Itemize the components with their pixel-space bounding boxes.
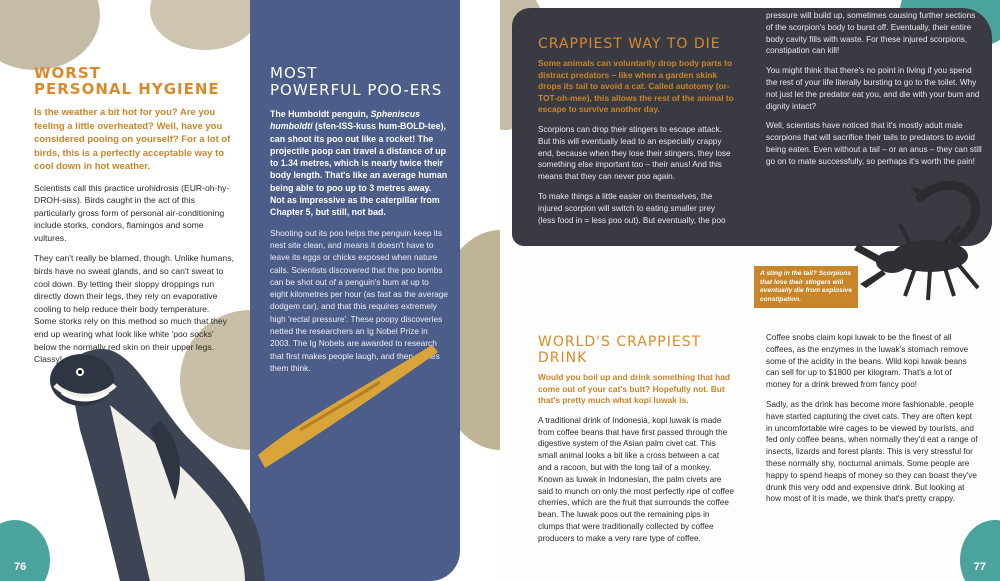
poo-stream (258, 345, 438, 468)
worst-hygiene-lead-text: Is the weather a bit hot for you? Are you feeling a little overheated? Well, have you considered pooing on yourself? For a lot of birds, this is a perfectly acceptable way to cool down in hot weather. (34, 107, 231, 172)
crappiest-drink-section-right (766, 332, 978, 513)
scorpion-illustration (850, 178, 1000, 308)
crappiest-drink-p2: Coffee snobs claim kopi luwak to be the finest of all coffees, as the enzymes in the luwak's stomach remove some of the acidity in the beans. Wild kopi luwak beans can sell for up to $1800 per kilogram. That's a lot of money for a drink brewed from fancy poo! (766, 333, 969, 390)
crappiest-way-p2: To make things a little easier on themselves, the injured scorpion will switch to eating smaller prey (less food in = less poo out). But eventually, the poo (538, 191, 726, 225)
crappiest-way-lead-text: Some animals can voluntarily drop body parts to distract predators – like when a garden skink drops its tail to avoid a cat. Called autotomy (or-TOT-oh-mee), this allows the rest of the animal to escape to survive another day. (538, 58, 734, 115)
crappiest-drink-p1: A traditional drink of Indonesia, kopi luwak is made from coffee beans that have first passed through the digestive system of the Asian palm civet cat. This small animal looks a bit like a cross between a cat and a racoon, but with the long tail of a monkey. Known as luwak in Indonesian, the palm civets are said to munch on only the most perfectly ripe of coffee cherries, which are the fruit that surrounds the coffee bean. The luwak poos out the remaining pips in clumps that were traditionally collected by coffee producers to make a very rare type of coffee. (538, 415, 735, 543)
crappiest-drink-body-right (766, 332, 978, 505)
crappiest-way-heading: CRAPPIEST WAY TO DIE (538, 36, 721, 52)
crappiest-way-lead (538, 58, 734, 116)
crappiest-drink-p3: Sadly, as the drink has become more fashionable, people have started capturing the civet cats. They are often kept in uncomfortable wire cages to be viewed by tourists, and fed only coffee beans, when normally they'd eat a range of insects, lizards and forest plants. This is very stressful for these normally shy, nocturnal animals. Some people are happy to spend heaps of money so they can boast they've drunk this very odd and expensive drink. But looking at how most of it is made, we think that's pretty crappy. (766, 399, 978, 504)
crappiest-way-p1: Scorpions can drop their stingers to escape attack. But this will eventually lead to an especially crappy end, because when they lose their stingers, they lose something else important too – their anus! And this means that they can never poo again. (538, 124, 731, 182)
poo-ers-p1: Shooting out its poo helps the penguin keep its nest site clean, and means it doesn't have to leave its eggs or chicks exposed when nature calls. Scientists discovered that the poo bombs can be shot out of a penguin's bum at up to eight kilometres per hour (as fast as the average dodgem car), and that this requires extremely high 'rectal pressure'. These poopy discoveries netted the researchers an Ig Nobel Prize in 2003. The Ig Nobels are awarded to research that first makes people laugh, and then makes them think. (270, 227, 449, 373)
crappiest-way-p3: pressure will build up, sometimes causing further sections of the scorpion's body to burst off. Eventually, their entire body cavity fills with waste. For these injured scorpions, constipation can kill! (766, 11, 976, 56)
scorpion-caption-text: A sting in the tail? Scorpions that lose their stingers will eventually die from explosive constipation. (760, 270, 852, 303)
crappiest-way-section-right (766, 10, 984, 176)
crappiest-drink-lead (538, 372, 734, 407)
crappiest-drink-heading: WORLD'S CRAPPIEST DRINK (538, 334, 702, 366)
worst-hygiene-heading-line1: WORST (34, 64, 101, 82)
crappiest-drink-section (538, 334, 734, 553)
poo-ers-lead-italic: Spheniscus humboldti (270, 109, 421, 132)
poo-ers-heading-line2: POWERFUL POO-ERS (270, 81, 443, 99)
page-number-left: 76 (14, 561, 27, 573)
poo-ers-lead-part1: The Humboldt penguin, (270, 109, 371, 119)
scorpion-caption (754, 266, 858, 308)
crappiest-drink-body-left (538, 415, 734, 545)
page-number-right: 77 (973, 561, 986, 573)
crappiest-way-p4: You might think that there's no point in living if you spend the rest of your life literally bursting to go to the toilet. Why not just let the predator eat you, and die with your bum and dignity intact? (766, 66, 980, 111)
crappiest-way-body-right (766, 10, 984, 168)
crappiest-way-p5: Well, scientists have noticed that it's mostly adult male scorpions that will sacrifice their tails to predators to avoid being eaten. Even without a tail – or an anus – they can still go on to mate successfully, so perhaps it's worth the pain! (766, 121, 982, 166)
worst-hygiene-p2: They can't really be blamed, though. Unlike humans, birds have no sweat glands, and so can't sweat to cool down. By letting their sloppy droppings run directly down their legs, they rely on evaporative cooling to help reduce their body temperature. Some storks rely on this method so much that they end up wearing what look like white 'poo socks' below the normally red skin on their upper legs. Classy! (34, 253, 234, 365)
crappiest-way-section (538, 36, 734, 234)
worst-hygiene-p1: Scientists call this practice urohidrosis (EUR-oh-hy-DROH-siss). Birds caught in the act of this particularly gross form of personal air-conditioning include storks, condors, flamingos and some vultures. (34, 182, 230, 243)
poo-ers-heading-line1: MOST (270, 64, 318, 82)
worst-hygiene-heading-line2: PERSONAL HYGIENE (34, 80, 220, 98)
poo-ers-lead-part2: (sfen-ISS-kuss hum-BOLD-tee), can shoot its poo out like a rocket! The projectile poop can travel a distance of up to 1.34 metres, which is nearly twice their body length. That's like an average human being able to poo up to 3 metres away. Not as impressive as the caterpillar from Chapter 5, but still, not bad. (270, 121, 448, 218)
right-page (500, 0, 1000, 581)
crappiest-drink-lead-text: Would you boil up and drink something that had come out of your cat's butt? Hopefully not. But that's pretty much what kopi luwak is. (538, 372, 730, 406)
crappiest-way-body-left (538, 124, 734, 226)
